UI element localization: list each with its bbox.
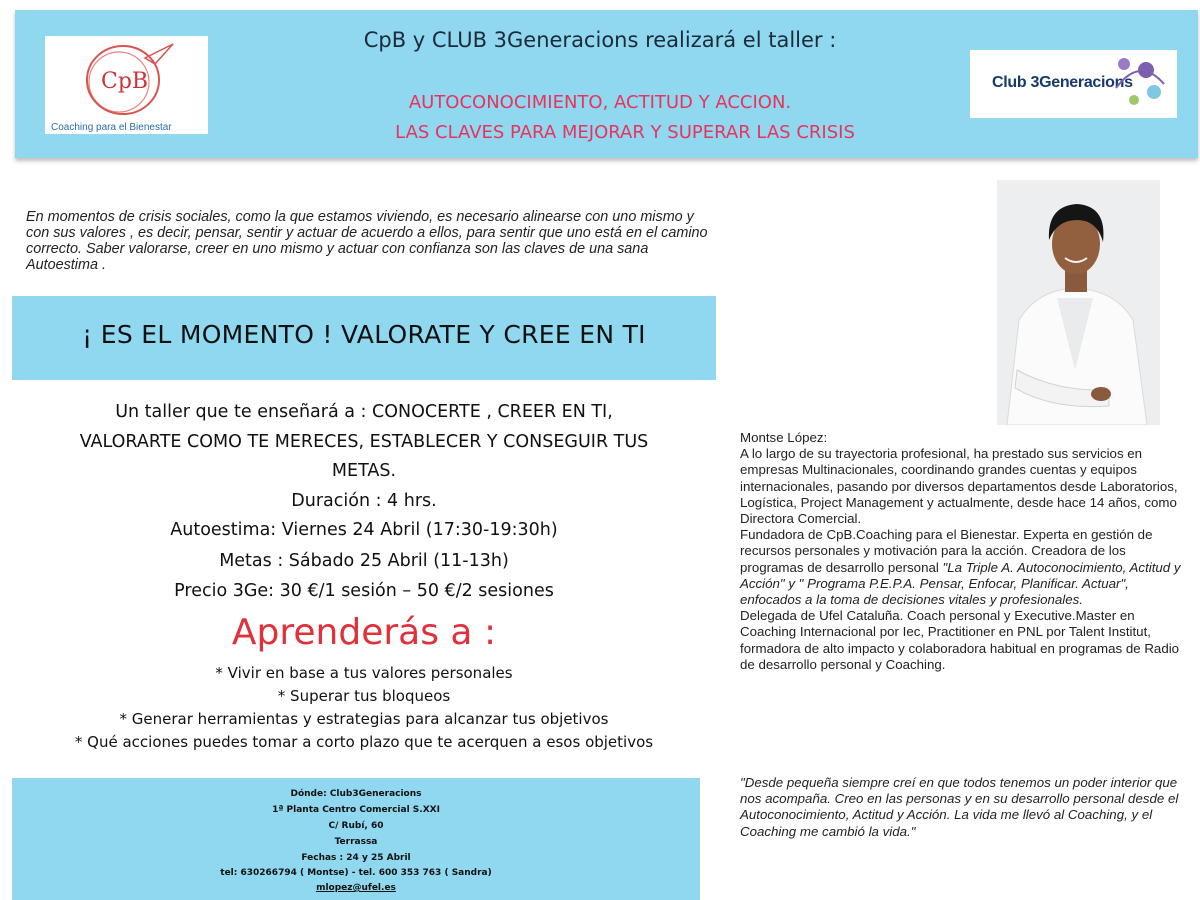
coach-biography [740,430,1185,673]
workshop-session1: Autoestima: Viernes 24 Abril (17:30-19:30h) [170,520,558,540]
club-3generacions-logo [970,50,1177,118]
header-subtitle-line2: LAS CLAVES PARA MEJORAR Y SUPERAR LAS CRISIS [395,122,855,143]
workshop-line1: Un taller que te enseñará a : CONOCERTE , CREER EN TI, [115,402,613,422]
details-email-link[interactable]: mlopez@ufel.es [316,883,396,893]
cpb-logo-caption: Coaching para el Bienestar [51,122,172,133]
learn-bullet: * Vivir en base a tus valores personales [215,664,513,682]
header-title: CpB y CLUB 3Generacions realizará el taller : [363,28,837,52]
motto-banner-text: ¡ ES EL MOMENTO ! VALORATE Y CREE EN TI [82,320,646,349]
cpb-logo [45,36,208,134]
details-where: Dónde: Club3Generacions [290,789,422,799]
bio-founder-text: Fundadora de CpB.Coaching para el Bienestar. Experta en gestión de recursos personales y motivación para la acción. Creadora de los programas de desarrollo personal [740,527,1153,575]
cpb-logo-graphic [45,36,208,134]
learn-bullet: * Superar tus bloqueos [277,687,451,705]
intro-paragraph: En momentos de crisis sociales, como la que estamos viviendo, es necesario alinearse con uno mismo y con sus valores , es decir, pensar, sentir y actuar de acuerdo a ellos, para sentir que uno está en el camino correcto. Saber valorarse, creer en uno mismo y actuar con confianza son las claves de una sana Autoestima . [26,209,708,273]
details-floor: 1ª Planta Centro Comercial S.XXI [272,805,440,815]
workshop-duration: Duración : 4 hrs. [291,491,437,511]
coach-portrait-photo [997,180,1160,425]
learn-bullet: * Qué acciones puedes tomar a corto plazo que te acerquen a esos objetivos [74,733,654,751]
bio-delegate: Delegada de Ufel Cataluña. Coach personal y Executive.Master en Coaching Internacional por Iec, Practitioner en PNL por Talent Institut, formadora de alto impacto y colaboradora habitual en programas de Radio de desarrollo personal y Coaching. [740,608,1180,672]
learn-heading: Aprenderás a : [231,612,497,653]
details-phones: tel: 630266794 ( Montse) - tel. 600 353 763 ( Sandra) [220,868,492,878]
bio-name: Montse López: [740,430,828,445]
workshop-price: Precio 3Ge: 30 €/1 sesión – 50 €/2 sesiones [174,581,554,601]
learn-bullet: * Generar herramientas y estrategias para alcanzar tus objetivos [119,710,609,728]
club-logo-text: Club 3Generacions [992,74,1133,91]
club-logo-graphic [1110,54,1172,116]
coach-quote: "Desde pequeña siempre creí en que todos tenemos un poder interior que nos acompaña. Creo en las personas y en su desarrollo personal desde el Autoconocimiento, Actitud y Acción. La vida me llevó al Coaching, y el Coaching me cambió la vida." [740,775,1179,839]
workshop-line2: VALORARTE COMO TE MERECES, ESTABLECER Y CONSEGUIR TUS [79,432,649,452]
workshop-line3: METAS. [331,461,397,481]
header-subtitle-line1: AUTOCONOCIMIENTO, ACTITUD Y ACCION. [408,92,792,113]
bio-founder [740,527,1185,608]
workshop-session2: Metas : Sábado 25 Abril (11-13h) [219,551,509,571]
details-street: C/ Rubí, 60 [328,821,384,831]
details-city: Terrassa [334,837,378,847]
details-dates: Fechas : 24 y 25 Abril [301,853,411,863]
cpb-logo-text: CpB [101,69,149,94]
bio-career: A lo largo de su trayectoria profesional, ha prestado sus servicios en empresas Multinacionales, coordinando grandes cuentas y equipos internacionales, pasando por diversos departamentos desde Laboratorios, Logística, Project Management y actualmente, desde hace 14 años, como Directora Comercial. [740,446,1178,527]
bio-programs: "La Triple A. Autoconocimiento, Actitud y Acción" y " Programa P.E.P.A. Pensar, Enfocar, Planificar. Actuar", enfocados a la toma de decisiones vitales y profesionales. [740,559,1181,608]
